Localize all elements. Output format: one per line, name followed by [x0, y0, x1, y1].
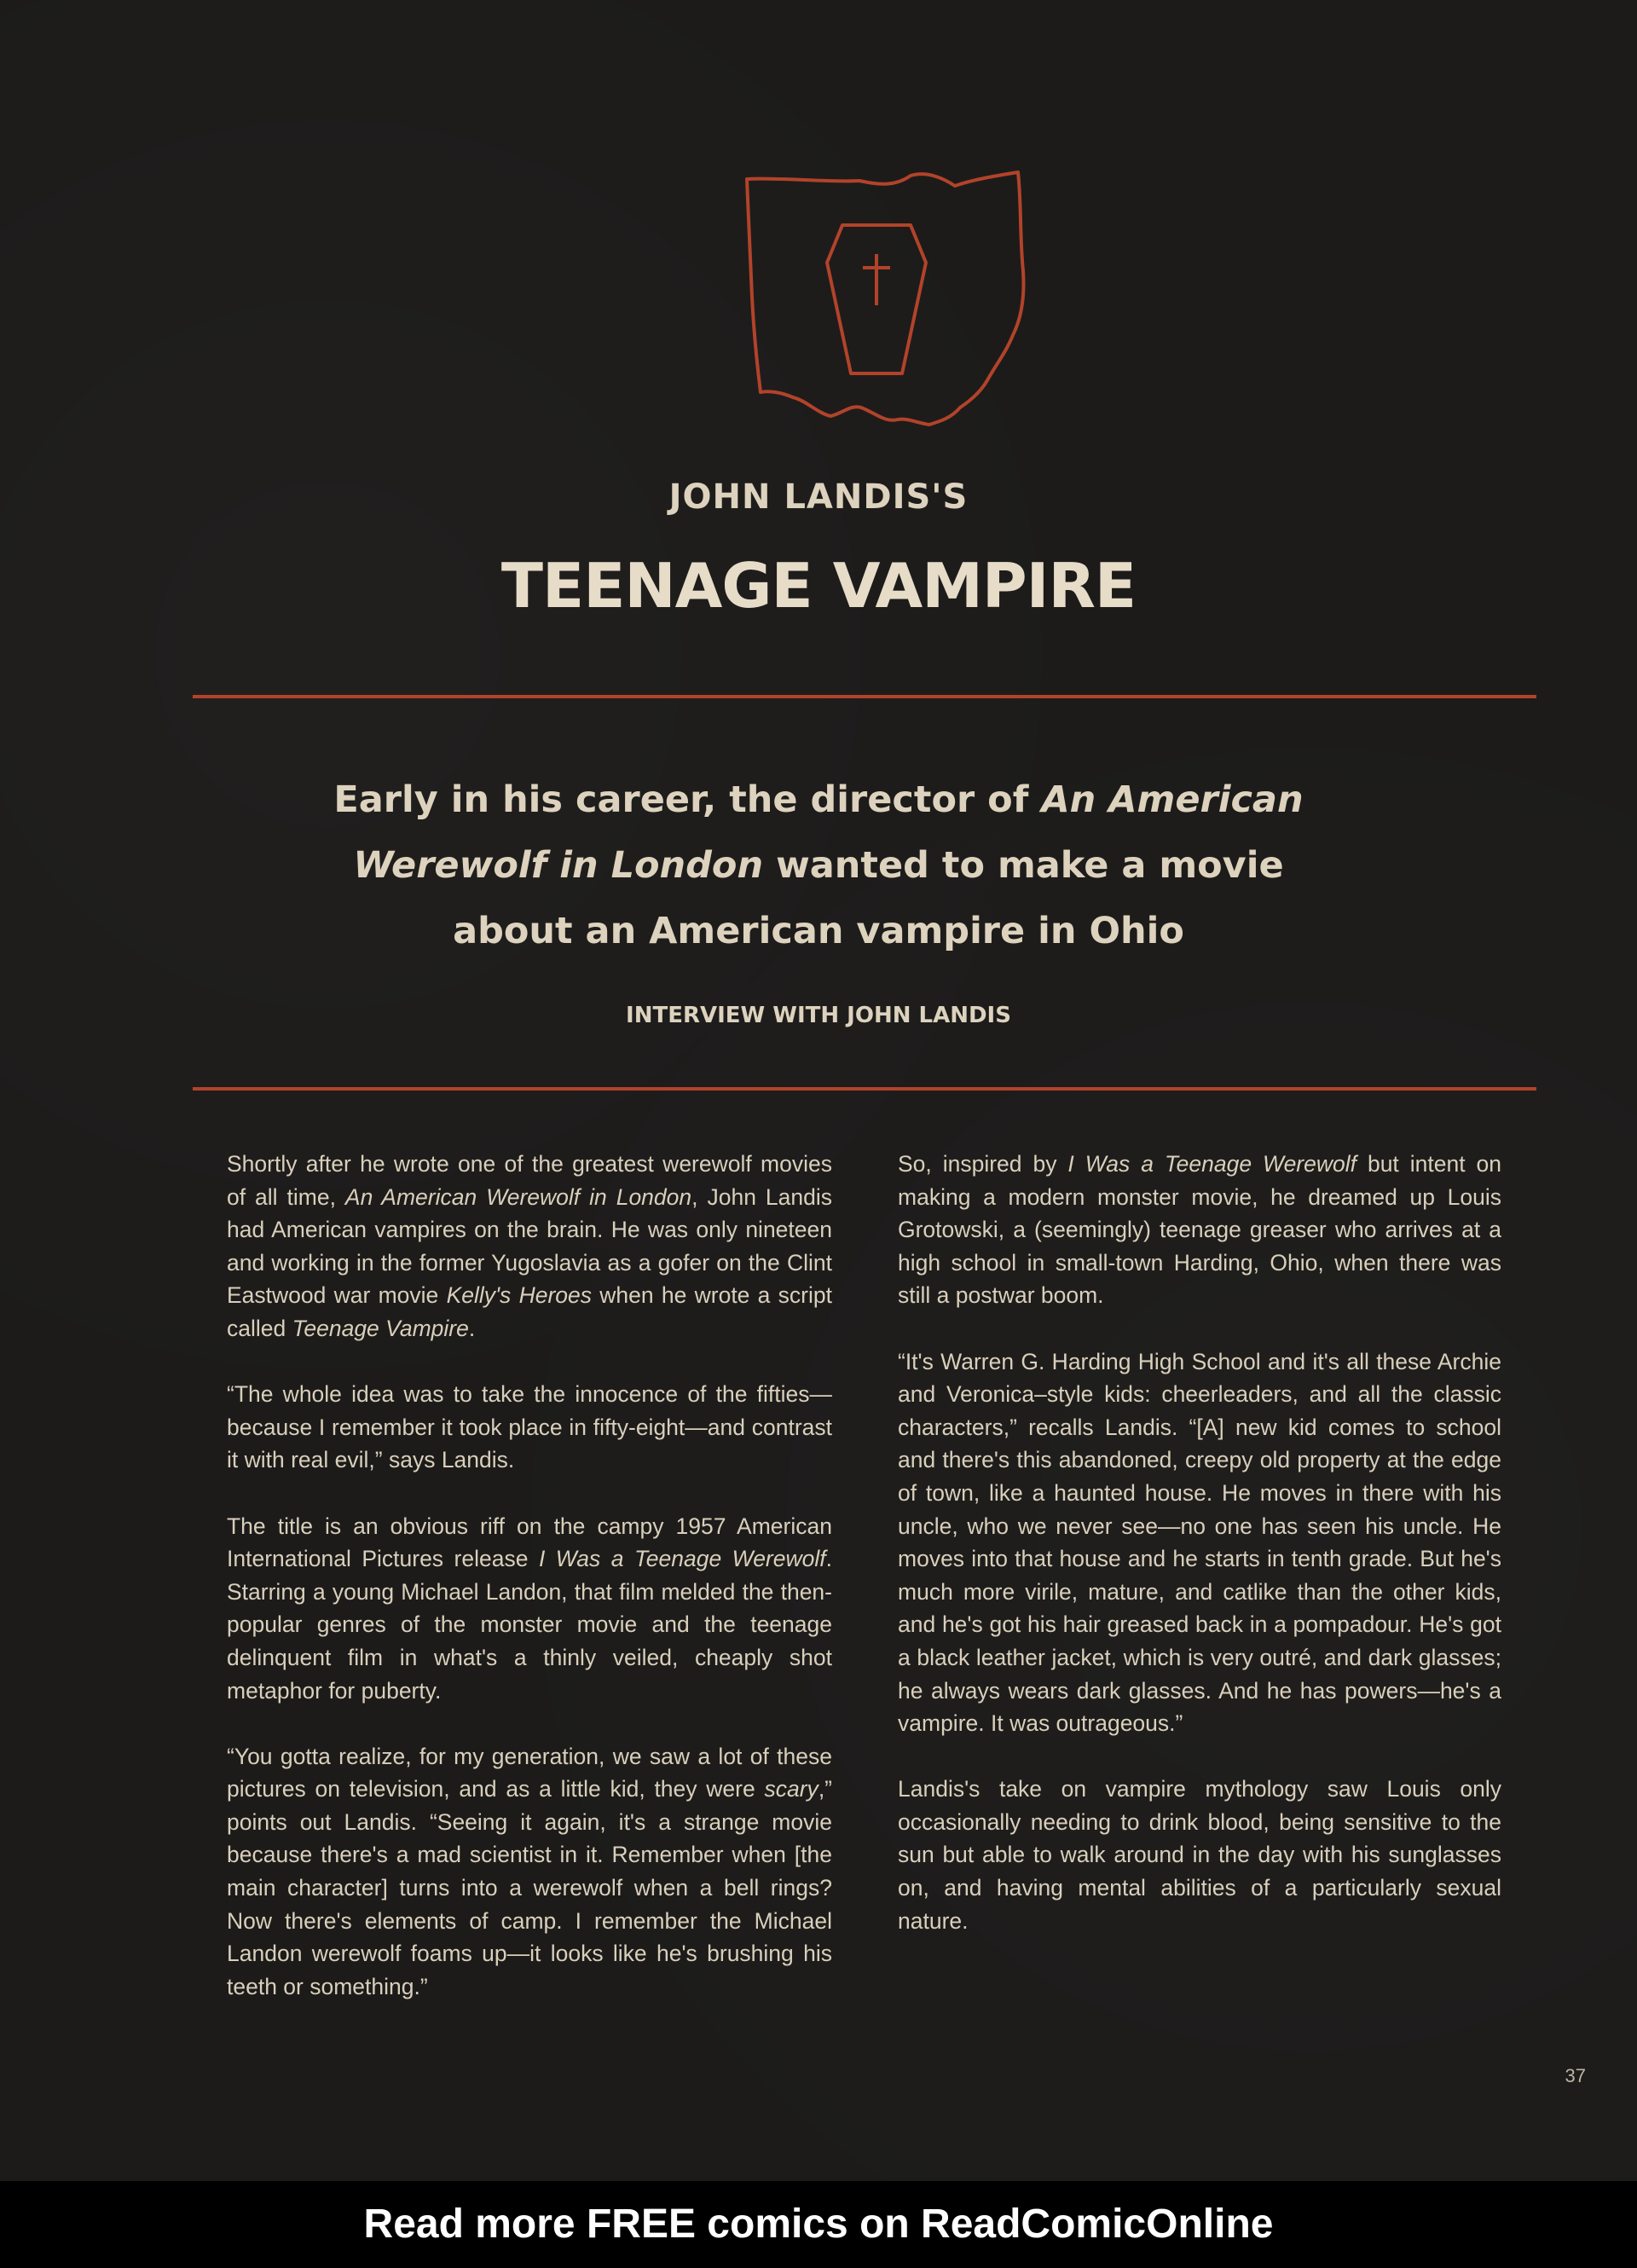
dek-text: wanted to make a movie	[763, 844, 1284, 887]
dek-film-title: An American	[1041, 778, 1304, 821]
paragraph: Landis's take on vampire mythology saw Louis only occasionally needing to drink blood, being sensitive to the sun but able to walk around in the day with his sunglasses on, and having mental abilities of a particularly sexual nature.	[898, 1776, 1501, 1934]
paragraph: The title is an obvious riff on the campy 1957 American International Pictures release I Was a Teenage Werewolf. Starring a young Michael Landon, that film melded the then-popular genres of the monster movie and the teenage delinquent film in what's a thinly veiled, cheaply shot metaphor for puberty.	[227, 1513, 832, 1704]
bottom-divider	[193, 1087, 1536, 1091]
article-title: TEENAGE VAMPIRE	[500, 550, 1137, 622]
promo-banner[interactable]: Read more FREE comics on ReadComicOnline	[0, 2181, 1637, 2268]
dek-text: Early in his career, the director of	[333, 778, 1042, 821]
page-number: 37	[1565, 2065, 1586, 2086]
right-column	[898, 1148, 1501, 1937]
paragraph: Shortly after he wrote one of the greatest werewolf movies of all time, An American Werewolf in London, John Landis had American vampires on the brain. He was only nineteen and working in the former Yugoslavia as a gofer on the Clint Eastwood war movie Kelly's Heroes when he wrote a script called Teenage Vampire.	[227, 1151, 832, 1341]
article-dek	[264, 767, 1373, 964]
article-kicker: JOHN LANDIS'S	[668, 477, 969, 517]
dek-text: about an American vampire in Ohio	[453, 910, 1184, 952]
article-byline: INTERVIEW WITH JOHN LANDIS	[626, 1003, 1011, 1028]
paragraph: So, inspired by I Was a Teenage Werewolf but intent on making a modern monster movie, he dreamed up Louis Grotowski, a (seemingly) teenage greaser who arrives at a high school in small-town Harding, Ohio, when there was still a postwar boom.	[898, 1151, 1501, 1309]
dek-film-title: Werewolf in London	[353, 844, 764, 887]
ohio-coffin-icon	[732, 169, 1035, 430]
left-column	[227, 1148, 832, 2003]
top-divider	[193, 695, 1536, 698]
paragraph: “The whole idea was to take the innocence of the fifties—because I remember it took place in fifty-eight—and contrast it with real evil,” says Landis.	[227, 1381, 832, 1473]
paragraph: “It's Warren G. Harding High School and it's all these Archie and Veronica–style kids: cheerleaders, and all the classic characters,” recalls Landis. “[A] new kid comes to school and there's this abandoned, creepy old property at the edge of town, like a haunted house. He moves in there with his uncle, who we never see—no one has seen his uncle. He moves into that house and he starts in tenth grade. But he's much more virile, mature, and catlike than the other kids, and he's got his hair greased back in a pompadour. He's got a black leather jacket, which is very outré, and dark glasses; he always wears dark glasses. And he has powers—he's a vampire. It was outrageous.”	[898, 1348, 1501, 1737]
paragraph: “You gotta realize, for my generation, we saw a lot of these pictures on television, and as a little kid, they were scary,” points out Landis. “Seeing it again, it's a strange movie because there's a mad scientist in it. Remember when [the main character] turns into a werewolf when a bell rings? Now there's elements of camp. I remember the Michael Landon werewolf foams up—it looks like he's brushing his teeth or something.”	[227, 1743, 832, 1999]
